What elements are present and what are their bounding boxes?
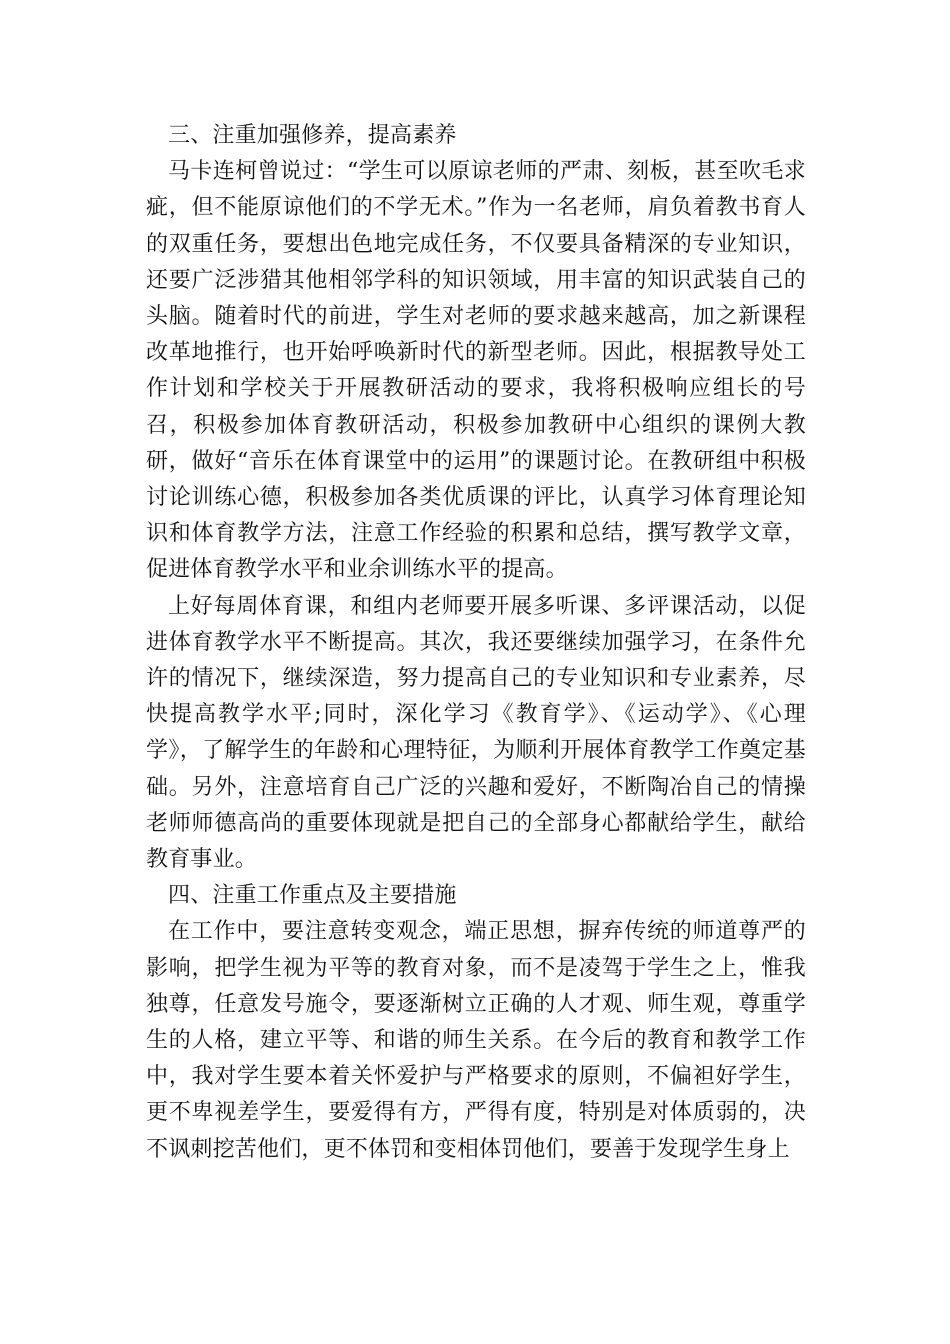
paragraph: 上好每周体育课，和组内老师要开展多听课、多评课活动，以促进体育教学水平不断提高。其次，我还要继续加强学习，在条件允许的情况下，继续深造，努力提高自己的专业知识和专业素养，尽快提高教学水平;同时，深化学习《教育学》、《运动学》、《心理学》，了解学生的年龄和心理特征，为顺利开展体育教学工作奠定基础。另外，注意培育自己广泛的兴趣和爱好，不断陶冶自己的情操老师师德高尚的重要体现就是把自己的全部身心都献给学生，献给教育事业。 xyxy=(146,593,806,873)
section-heading-3: 三、注重加强修养，提高素养 xyxy=(168,123,457,148)
section-heading-4: 四、注重工作重点及主要措施 xyxy=(168,883,457,909)
paragraph: 马卡连柯曾说过：“学生可以原谅老师的严肃、刻板，甚至吹毛求疵，但不能原谅他们的不学无术。”作为一名老师，肩负着教书育人的双重任务，要想出色地完成任务，不仅要具备精深的专业知识，还要广泛涉猎其他相邻学科的知识领域，用丰富的知识武装自己的头脑。随着时代的前进，学生对老师的要求越来越高，加之新课程改革地推行，也开始呼唤新时代的新型老师。因此，根据教导处工作计划和学校关于开展教研活动的要求，我将积极响应组长的号召，积极参加体育教研活动，积极参加教研中心组织的课例大教研，做好“音乐在体育课堂中的运用”的课题讨论。在教研组中积极讨论训练心德，积极参加各类优质课的评比，认真学习体育理论知识和体育教学方法，注意工作经验的积累和总结，撰写教学文章，促进体育教学水平和业余训练水平的提高。 xyxy=(146,159,806,583)
document-body xyxy=(146,118,806,1168)
paragraph: 在工作中，要注意转变观念，端正思想，摒弃传统的师道尊严的影响，把学生视为平等的教育对象，而不是凌驾于学生之上，惟我独尊，任意发号施令，要逐渐树立正确的人才观、师生观，尊重学生的人格，建立平等、和谐的师生关系。在今后的教育和教学工作中，我对学生要本着关怀爱护与严格要求的原则，不偏袒好学生，更不卑视差学生，要爱得有方，严得有度，特别是对体质弱的，决不讽刺挖苦他们，更不体罚和变相体罚他们，要善于发现学生身上 xyxy=(146,919,806,1162)
